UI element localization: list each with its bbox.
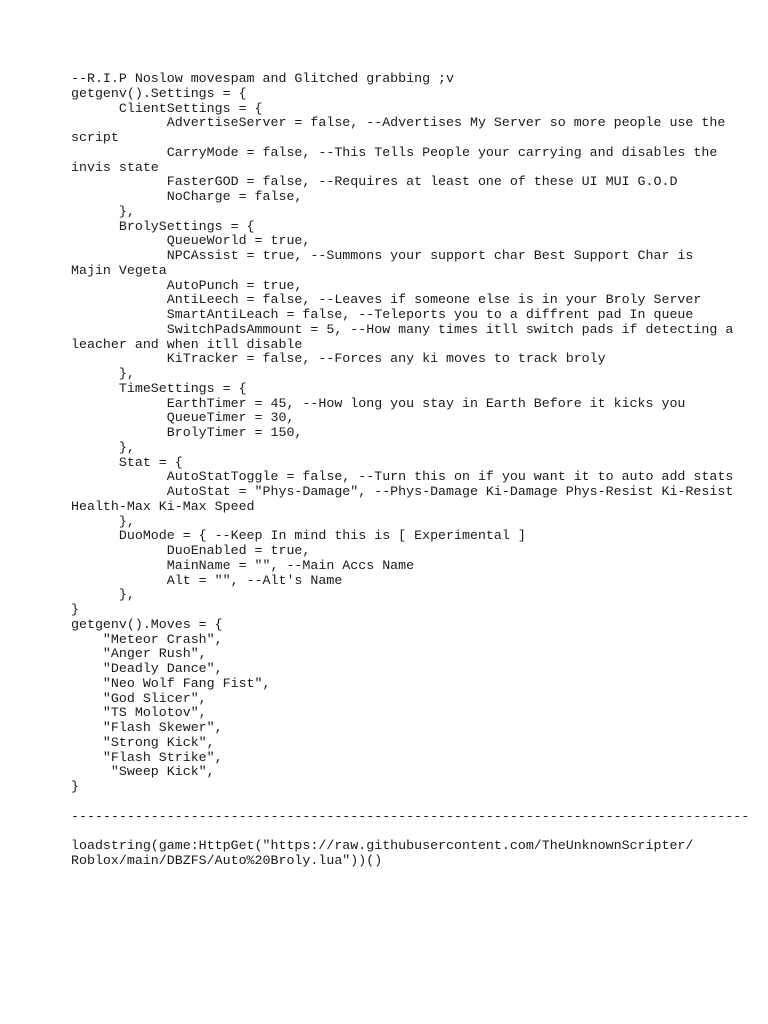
code-line: getgenv().Moves = { (71, 616, 223, 632)
code-line: }, (71, 366, 135, 381)
code-line: AdvertiseServer = false, --Advertises My Server so more people use the (71, 115, 726, 131)
code-line: "Strong Kick", (71, 734, 215, 750)
code-line: Alt = "", --Alt's Name (71, 572, 343, 588)
code-line: TimeSettings = { (71, 380, 247, 396)
code-line: DuoEnabled = true, (71, 543, 311, 558)
code-line: "TS Molotov", (71, 705, 207, 721)
code-line (71, 824, 711, 839)
code-line: ClientSettings = { (71, 100, 263, 116)
code-line: QueueWorld = true, (71, 233, 311, 249)
code-line: BrolySettings = { (71, 218, 255, 234)
code-line: "Anger Rush", (71, 646, 207, 662)
code-line: AutoStat = "Phys-Damage", --Phys-Damage Ki-Damage Phys-Resist Ki-Resist (71, 484, 734, 499)
code-line: AutoStatToggle = false, --Turn this on if you want it to auto add stats (71, 469, 734, 485)
code-line: "God Slicer", (71, 690, 207, 706)
code-line: getgenv().Settings = { (71, 85, 247, 101)
code-line: "Flash Skewer", (71, 720, 223, 735)
code-line: } (71, 779, 79, 794)
code-line: "Flash Strike", (71, 749, 223, 765)
code-line: KiTracker = false, --Forces any ki moves to track broly (71, 351, 606, 367)
code-line: SmartAntiLeach = false, --Teleports you to a diffrent pad In queue (71, 307, 694, 322)
code-line: QueueTimer = 30, (71, 410, 295, 426)
code-line: script (71, 130, 119, 145)
code-line: FasterGOD = false, --Requires at least one of these UI MUI G.O.D (71, 174, 678, 190)
code-line: "Deadly Dance", (71, 661, 223, 676)
code-line: Majin Vegeta (71, 262, 167, 278)
code-line: loadstring(game:HttpGet("https://raw.githubusercontent.com/TheUnknownScripter/ (71, 838, 694, 853)
code-line: }, (71, 203, 135, 219)
code-line: } (71, 602, 79, 617)
code-line: MainName = "", --Main Accs Name (71, 557, 415, 573)
code-line: ------------------------------------------------------------------------------------- (71, 808, 750, 824)
code-line: }, (71, 587, 135, 603)
code-line: }, (71, 513, 135, 529)
code-line: "Neo Wolf Fang Fist", (71, 675, 271, 691)
code-line: }, (71, 439, 135, 455)
code-line: Health-Max Ki-Max Speed (71, 498, 255, 514)
code-line: DuoMode = { --Keep In mind this is [ Experimental ] (71, 528, 526, 544)
code-line: EarthTimer = 45, --How long you stay in Earth Before it kicks you (71, 395, 686, 411)
code-line: invis state (71, 159, 159, 175)
code-line: NPCAssist = true, --Summons your support char Best Support Char is (71, 248, 694, 263)
script-text-block (71, 71, 750, 869)
code-line: NoCharge = false, (71, 189, 303, 204)
code-line: SwitchPadsAmmount = 5, --How many times itll switch pads if detecting a (71, 321, 734, 337)
code-line: Roblox/main/DBZFS/Auto%20Broly.lua"))() (71, 852, 383, 868)
code-line: AutoPunch = true, (71, 277, 303, 293)
code-line: "Sweep Kick", (71, 764, 215, 780)
code-line: Stat = { (71, 454, 183, 470)
code-line: "Meteor Crash", (71, 631, 223, 647)
code-line: leacher and when itll disable (71, 336, 303, 352)
code-line: AntiLeech = false, --Leaves if someone else is in your Broly Server (71, 292, 702, 308)
code-line: BrolyTimer = 150, (71, 425, 303, 440)
code-line: CarryMode = false, --This Tells People your carrying and disables the (71, 144, 718, 160)
code-line (71, 795, 711, 810)
code-line: --R.I.P Noslow movespam and Glitched grabbing ;v (71, 71, 455, 86)
